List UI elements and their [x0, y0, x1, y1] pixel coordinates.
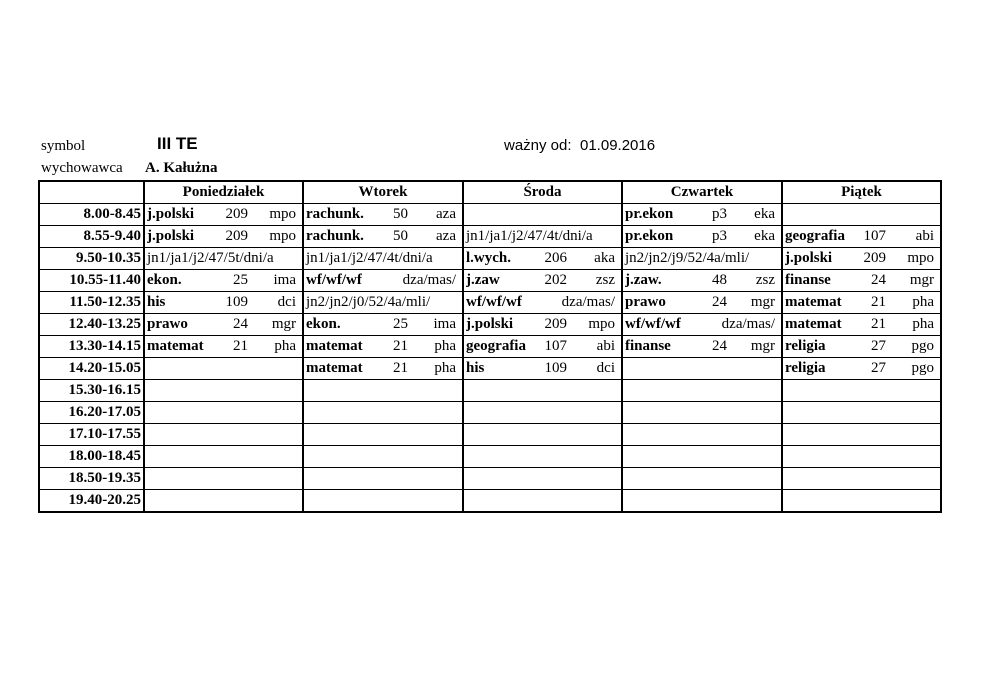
- lesson-subject: geografia: [466, 338, 526, 354]
- lesson-teacher: dza/mas/: [402, 272, 456, 288]
- lesson-room: 109: [225, 294, 248, 310]
- lesson-subject: religia: [785, 360, 826, 376]
- lesson-subject: j.polski: [785, 250, 833, 266]
- lesson-cell: [782, 446, 941, 468]
- lesson-teacher: mpo: [588, 316, 615, 332]
- lesson-cell: [144, 270, 303, 292]
- lesson-subject: wf/wf/wf: [306, 272, 362, 288]
- lesson-room: 109: [544, 360, 567, 376]
- lesson-subject: j.polski: [466, 316, 514, 332]
- lesson-room: 107: [863, 228, 886, 244]
- lesson-time: 12.40-13.25: [39, 314, 144, 336]
- lesson-teacher: abi: [915, 228, 934, 244]
- lesson-cell: [463, 292, 622, 314]
- lesson-cell: [303, 226, 463, 248]
- day-header: Czwartek: [622, 181, 782, 204]
- lesson-cell: [782, 402, 941, 424]
- lesson-cell: [144, 248, 303, 270]
- lesson-room: 209: [225, 228, 248, 244]
- lesson-cell: [782, 468, 941, 490]
- lesson-cell: [622, 402, 782, 424]
- lesson-cell: [144, 424, 303, 446]
- lesson-cell: [144, 204, 303, 226]
- lesson-teacher: mgr: [750, 294, 775, 310]
- lesson-teacher: pha: [274, 338, 296, 354]
- lesson-cell: [144, 490, 303, 513]
- lesson-room: 209: [544, 316, 567, 332]
- lesson-time: 11.50-12.35: [39, 292, 144, 314]
- lesson-room: 24: [712, 294, 727, 310]
- day-header-row: [39, 181, 941, 204]
- lesson-room: 21: [393, 338, 408, 354]
- lesson-cell: [782, 490, 941, 513]
- lesson-time: 10.55-11.40: [39, 270, 144, 292]
- timetable: [38, 180, 942, 513]
- lesson-cell: [303, 314, 463, 336]
- lesson-cell: [622, 446, 782, 468]
- lesson-subject: finanse: [785, 272, 831, 288]
- lesson-room: 24: [712, 338, 727, 354]
- lesson-subject: finanse: [625, 338, 671, 354]
- lesson-cell: [303, 380, 463, 402]
- table-row: [39, 204, 941, 226]
- lesson-cell: [144, 446, 303, 468]
- lesson-room: 24: [233, 316, 248, 332]
- lesson-subject: geografia: [785, 228, 845, 244]
- lesson-cell: [622, 292, 782, 314]
- lesson-subject: j.zaw.: [625, 272, 662, 288]
- lesson-subject: prawo: [147, 316, 188, 332]
- lesson-cell: [144, 314, 303, 336]
- lesson-subject: ekon.: [306, 316, 341, 332]
- table-row: [39, 490, 941, 513]
- lesson-cell: [463, 270, 622, 292]
- lesson-group-text: jn2/jn2/j​0/52/4a/mli/: [306, 294, 431, 310]
- lesson-cell: [144, 226, 303, 248]
- lesson-time: 16.20-17.05: [39, 402, 144, 424]
- lesson-cell: [782, 204, 941, 226]
- table-row: [39, 358, 941, 380]
- lesson-room: 107: [544, 338, 567, 354]
- lesson-cell: [303, 270, 463, 292]
- lesson-teacher: mpo: [269, 228, 296, 244]
- lesson-room: 25: [233, 272, 248, 288]
- lesson-cell: [782, 248, 941, 270]
- lesson-subject: wf/wf/wf: [625, 316, 681, 332]
- lesson-teacher: aka: [594, 250, 615, 266]
- lesson-cell: [782, 358, 941, 380]
- lesson-room: 209: [225, 206, 248, 222]
- lesson-cell: [463, 402, 622, 424]
- lesson-cell: [303, 424, 463, 446]
- lesson-room: 48: [712, 272, 727, 288]
- lesson-room: p3: [712, 228, 727, 244]
- lesson-cell: [144, 336, 303, 358]
- lesson-teacher: mpo: [907, 250, 934, 266]
- table-row: [39, 380, 941, 402]
- lesson-subject: prawo: [625, 294, 666, 310]
- table-row: [39, 248, 941, 270]
- lesson-teacher: dci: [596, 360, 615, 376]
- lesson-cell: [622, 490, 782, 513]
- valid-from-label: ważny od:: [504, 137, 572, 154]
- lesson-cell: [622, 226, 782, 248]
- table-row: [39, 336, 941, 358]
- lesson-subject: his: [466, 360, 485, 376]
- lesson-teacher: mgr: [271, 316, 296, 332]
- lesson-time: 13.30-14.15: [39, 336, 144, 358]
- lesson-teacher: abi: [596, 338, 615, 354]
- lesson-cell: [144, 380, 303, 402]
- table-row: [39, 468, 941, 490]
- lesson-room: 202: [544, 272, 567, 288]
- symbol-label: symbol: [41, 138, 86, 154]
- lesson-teacher: zsz: [755, 272, 775, 288]
- lesson-room: 21: [871, 294, 886, 310]
- lesson-room: 50: [393, 206, 408, 222]
- lesson-cell: [303, 248, 463, 270]
- lesson-room: 50: [393, 228, 408, 244]
- lesson-cell: [782, 424, 941, 446]
- lesson-room: 21: [393, 360, 408, 376]
- lesson-room: 209: [863, 250, 886, 266]
- lesson-cell: [303, 204, 463, 226]
- lesson-group-text: jn1/ja1/j​2/47/4t/dni/a: [466, 228, 593, 244]
- lesson-cell: [303, 402, 463, 424]
- lesson-cell: [303, 468, 463, 490]
- lesson-time: 18.00-18.45: [39, 446, 144, 468]
- lesson-cell: [782, 336, 941, 358]
- lesson-teacher: mgr: [909, 272, 934, 288]
- lesson-subject: wf/wf/wf: [466, 294, 522, 310]
- lesson-time: 9.50-10.35: [39, 248, 144, 270]
- lesson-subject: pr.ekon: [625, 228, 674, 244]
- lesson-cell: [622, 336, 782, 358]
- lesson-cell: [463, 226, 622, 248]
- lesson-room: 27: [871, 338, 886, 354]
- lesson-cell: [303, 358, 463, 380]
- day-header: Piątek: [782, 181, 941, 204]
- lesson-subject: rachunk.: [306, 206, 364, 222]
- homeroom-teacher-name: A. Kałużna: [145, 160, 218, 176]
- lesson-subject: matemat: [785, 294, 842, 310]
- lesson-teacher: pgo: [911, 360, 934, 376]
- lesson-time: 19.40-20.25: [39, 490, 144, 513]
- lesson-cell: [463, 358, 622, 380]
- lesson-room: 25: [393, 316, 408, 332]
- table-row: [39, 446, 941, 468]
- lesson-group-text: jn1/ja1/j​2/47/5t/dni/a: [147, 250, 274, 266]
- lesson-subject: j.polski: [147, 228, 195, 244]
- lesson-cell: [622, 248, 782, 270]
- day-header: Wtorek: [303, 181, 463, 204]
- lesson-time: 8.00-8.45: [39, 204, 144, 226]
- lesson-teacher: aza: [436, 206, 456, 222]
- lesson-cell: [622, 358, 782, 380]
- lesson-cell: [622, 270, 782, 292]
- table-row: [39, 226, 941, 248]
- lesson-time: 17.10-17.55: [39, 424, 144, 446]
- lesson-room: 21: [871, 316, 886, 332]
- lesson-cell: [622, 424, 782, 446]
- lesson-room: 21: [233, 338, 248, 354]
- lesson-teacher: pha: [434, 338, 456, 354]
- lesson-teacher: aza: [436, 228, 456, 244]
- lesson-cell: [463, 336, 622, 358]
- lesson-teacher: dci: [277, 294, 296, 310]
- lesson-cell: [622, 380, 782, 402]
- lesson-room: 206: [544, 250, 567, 266]
- lesson-cell: [463, 490, 622, 513]
- lesson-subject: matemat: [147, 338, 204, 354]
- lesson-teacher: eka: [754, 228, 775, 244]
- class-symbol: III TE: [157, 134, 198, 153]
- lesson-cell: [622, 468, 782, 490]
- lesson-cell: [463, 468, 622, 490]
- lesson-teacher: pgo: [911, 338, 934, 354]
- lesson-teacher: mgr: [750, 338, 775, 354]
- lesson-cell: [144, 358, 303, 380]
- lesson-cell: [782, 270, 941, 292]
- table-row: [39, 292, 941, 314]
- lesson-cell: [463, 204, 622, 226]
- lesson-cell: [303, 292, 463, 314]
- lesson-teacher: pha: [912, 316, 934, 332]
- lesson-room: 24: [871, 272, 886, 288]
- lesson-subject: religia: [785, 338, 826, 354]
- lesson-subject: pr.ekon: [625, 206, 674, 222]
- lesson-cell: [303, 446, 463, 468]
- lesson-subject: j.polski: [147, 206, 195, 222]
- lesson-cell: [622, 204, 782, 226]
- lesson-subject: l.wych.: [466, 250, 511, 266]
- lesson-cell: [144, 402, 303, 424]
- lesson-time: 18.50-19.35: [39, 468, 144, 490]
- lesson-subject: matemat: [306, 360, 363, 376]
- lesson-cell: [144, 292, 303, 314]
- lesson-cell: [463, 248, 622, 270]
- lesson-group-text: jn2/jn2/j​9/52/4a/mli/: [625, 250, 750, 266]
- lesson-teacher: pha: [912, 294, 934, 310]
- day-header: Poniedziałek: [144, 181, 303, 204]
- lesson-group-text: jn1/ja1/j​2/47/4t/dni/a: [306, 250, 433, 266]
- lesson-cell: [622, 314, 782, 336]
- lesson-cell: [303, 336, 463, 358]
- lesson-cell: [463, 446, 622, 468]
- table-row: [39, 314, 941, 336]
- lesson-teacher: zsz: [595, 272, 615, 288]
- table-row: [39, 424, 941, 446]
- homeroom-teacher-label: wychowawca: [41, 160, 123, 176]
- table-row: [39, 270, 941, 292]
- lesson-subject: his: [147, 294, 166, 310]
- lesson-cell: [782, 314, 941, 336]
- table-row: [39, 402, 941, 424]
- lesson-time: 15.30-16.15: [39, 380, 144, 402]
- lesson-cell: [463, 380, 622, 402]
- lesson-teacher: dza/mas/: [721, 316, 775, 332]
- lesson-subject: ekon.: [147, 272, 182, 288]
- lesson-room: 27: [871, 360, 886, 376]
- valid-from-date: 01.09.2016: [580, 137, 656, 154]
- lesson-teacher: ima: [273, 272, 296, 288]
- lesson-room: p3: [712, 206, 727, 222]
- timetable-body: [39, 204, 941, 513]
- lesson-time: 14.20-15.05: [39, 358, 144, 380]
- corner-cell: [39, 181, 144, 204]
- lesson-cell: [463, 314, 622, 336]
- lesson-time: 8.55-9.40: [39, 226, 144, 248]
- lesson-cell: [144, 468, 303, 490]
- lesson-cell: [782, 226, 941, 248]
- lesson-teacher: ima: [433, 316, 456, 332]
- lesson-teacher: dza/mas/: [561, 294, 615, 310]
- day-header: Środa: [463, 181, 622, 204]
- lesson-cell: [782, 292, 941, 314]
- lesson-cell: [303, 490, 463, 513]
- lesson-teacher: eka: [754, 206, 775, 222]
- lesson-teacher: mpo: [269, 206, 296, 222]
- lesson-subject: j.zaw: [466, 272, 500, 288]
- lesson-cell: [463, 424, 622, 446]
- lesson-subject: matemat: [785, 316, 842, 332]
- lesson-subject: matemat: [306, 338, 363, 354]
- lesson-subject: rachunk.: [306, 228, 364, 244]
- lesson-teacher: pha: [434, 360, 456, 376]
- lesson-cell: [782, 380, 941, 402]
